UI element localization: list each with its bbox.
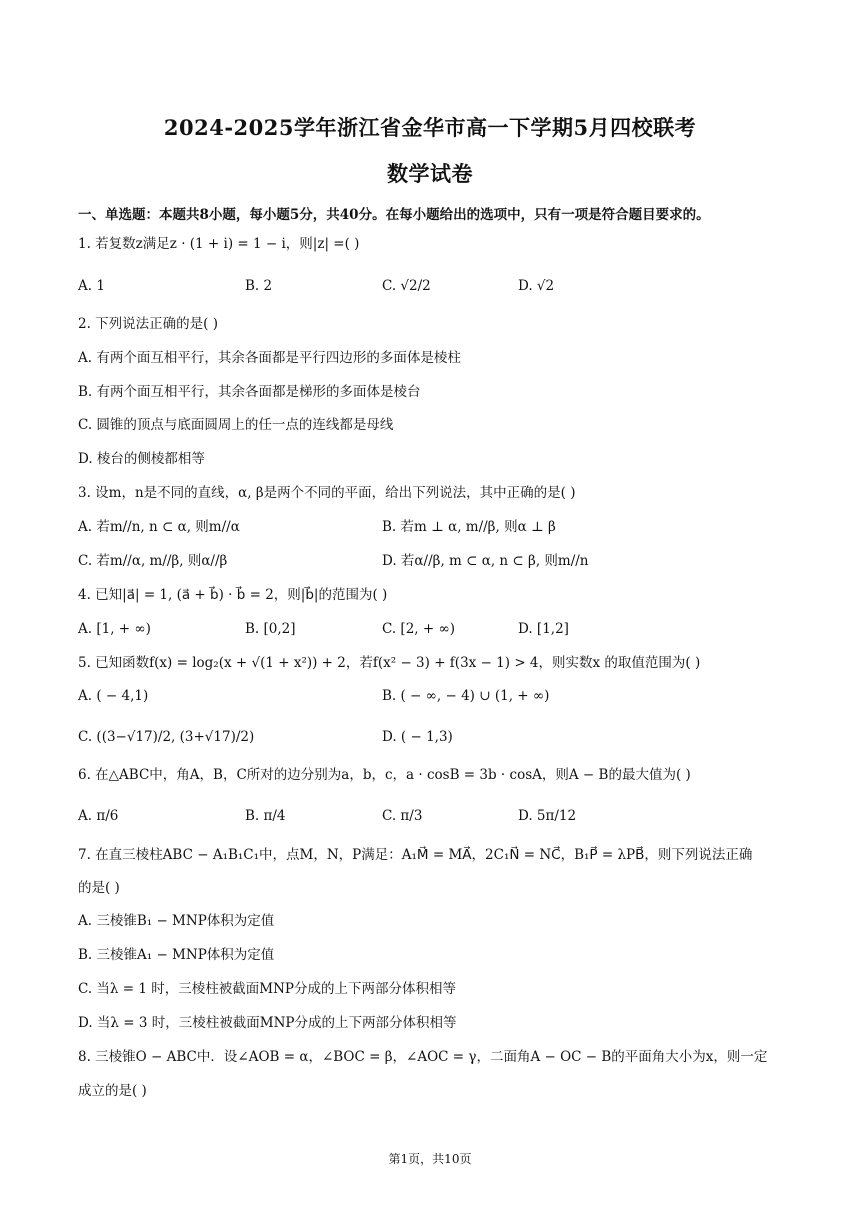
question-4-option-d: D. [1,2] [518, 621, 569, 637]
question-5-option-d: D. ( − 1,3) [382, 729, 453, 745]
question-1-option-b: B. 2 [245, 278, 273, 294]
question-5-option-b: B. ( − ∞, − 4) ∪ (1, + ∞) [382, 688, 550, 704]
question-3-option-c: C. 若m//α, m//β, 则α//β [78, 553, 228, 569]
question-2-option-d: D. 棱台的侧棱都相等 [78, 451, 205, 467]
page-footer: 第1页，共10页 [388, 1152, 472, 1166]
question-3-option-a: A. 若m//n, n ⊂ α, 则m//α [78, 519, 240, 535]
question-2-option-a: A. 有两个面互相平行，其余各面都是平行四边形的多面体是棱柱 [78, 350, 461, 366]
page-title: 2024-2025学年浙江省金华市高一下学期5月四校联考 [163, 115, 697, 140]
question-5-stem: 5. 已知函数f(x) = log₂(x + √(1 + x²)) + 2，若f(x² − 3) + f(3x − 1) > 4，则实数x 的取值范围为( ) [78, 655, 701, 671]
question-5-option-c: C. ((3−√17)/2, (3+√17)/2) [78, 729, 255, 745]
question-1-option-c: C. √2/2 [382, 278, 431, 294]
question-6-option-d: D. 5π/12 [518, 808, 577, 824]
question-6-option-b: B. π/4 [245, 808, 286, 824]
question-6-option-a: A. π/6 [78, 808, 119, 824]
question-7-stem-line2: 的是( ) [78, 880, 120, 896]
question-4-option-b: B. [0,2] [245, 621, 296, 637]
question-8-stem-line1: 8. 三棱锥O − ABC中．设∠AOB = α，∠BOC = β，∠AOC = γ，二面角A − OC − B的平面角大小为x，则一定 [78, 1049, 768, 1065]
question-4-option-a: A. [1, + ∞) [78, 621, 151, 637]
question-2-option-b: B. 有两个面互相平行，其余各面都是梯形的多面体是棱台 [78, 384, 421, 400]
question-1-option-a: A. 1 [78, 278, 105, 294]
question-6-stem: 6. 在△ABC中，角A，B，C所对的边分别为a，b，c，a · cosB = 3b · cosA，则A − B的最大值为( ) [78, 767, 691, 783]
page-subtitle: 数学试卷 [387, 161, 473, 186]
question-7-option-a: A. 三棱锥B₁ − MNP体积为定值 [78, 913, 275, 929]
question-4-option-c: C. [2, + ∞) [382, 621, 455, 637]
question-8-stem-line2: 成立的是( ) [78, 1083, 147, 1099]
question-2-stem: 2. 下列说法正确的是( ) [78, 316, 218, 332]
section-heading: 一、单选题：本题共8小题，每小题5分，共40分。在每小题给出的选项中，只有一项是符合题目要求的。 [78, 207, 710, 223]
question-1-stem: 1. 若复数z满足z · (1 + i) = 1 − i，则|z| =( ) [78, 236, 360, 252]
question-7-option-b: B. 三棱锥A₁ − MNP体积为定值 [78, 947, 275, 963]
question-2-option-c: C. 圆锥的顶点与底面圆周上的任一点的连线都是母线 [78, 417, 394, 433]
question-3-stem: 3. 设m，n是不同的直线，α, β是两个不同的平面，给出下列说法，其中正确的是( ) [78, 485, 576, 501]
question-3-option-d: D. 若α//β, m ⊂ α, n ⊂ β, 则m//n [382, 553, 589, 569]
question-1-option-d: D. √2 [518, 278, 555, 294]
question-3-option-b: B. 若m ⊥ α, m//β, 则α ⊥ β [382, 519, 556, 535]
question-5-option-a: A. ( − 4,1) [78, 688, 149, 704]
question-7-stem-line1: 7. 在直三棱柱ABC − A₁B₁C₁中，点M，N，P满足：A₁M⃗ = MA⃗，2C₁N⃗ = NC⃗，B₁P⃗ = λPB⃗，则下列说法正确 [78, 847, 753, 863]
question-7-option-c: C. 当λ = 1 时，三棱柱被截面MNP分成的上下两部分体积相等 [78, 981, 456, 997]
question-6-option-c: C. π/3 [382, 808, 423, 824]
question-7-option-d: D. 当λ = 3 时，三棱柱被截面MNP分成的上下两部分体积相等 [78, 1015, 457, 1031]
question-4-stem: 4. 已知|a⃗| = 1, (a⃗ + b⃗) · b⃗ = 2，则|b⃗|的范围为( ) [78, 587, 388, 603]
